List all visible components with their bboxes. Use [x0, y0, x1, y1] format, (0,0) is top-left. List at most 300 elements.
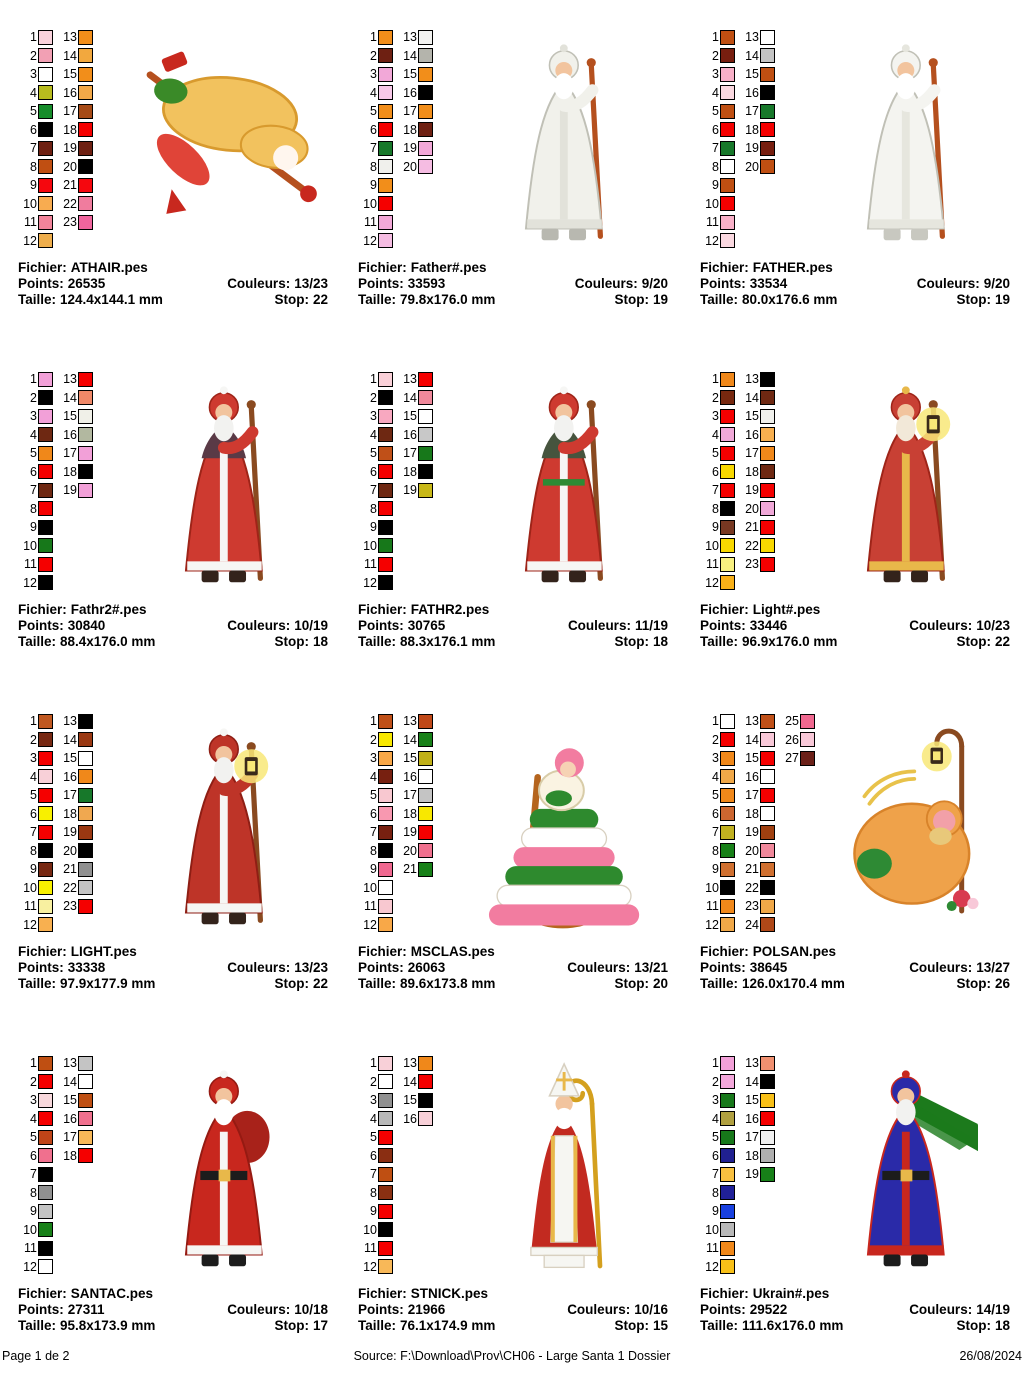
palette-color-swatch — [418, 751, 433, 766]
palette-entry-number: 1 — [370, 30, 377, 45]
palette-entry-number: 10 — [705, 1222, 719, 1237]
palette-entry — [697, 842, 735, 861]
palette-entry-number: 2 — [712, 390, 719, 405]
palette-color-swatch — [78, 1074, 93, 1089]
design-figure — [492, 372, 636, 594]
design-preview-area — [15, 710, 355, 944]
stop-label: Stop: — [614, 976, 649, 991]
palette-entry — [355, 1165, 393, 1184]
palette-entry-number: 6 — [30, 122, 37, 137]
points-row — [358, 618, 495, 634]
palette-entry-number: 25 — [785, 714, 799, 729]
metadata-left-column — [700, 1286, 843, 1334]
palette-entry-number: 22 — [63, 196, 77, 211]
palette-color-swatch — [78, 899, 93, 914]
palette-entry — [697, 65, 735, 84]
design-metadata — [15, 602, 328, 650]
palette-color-swatch — [78, 1093, 93, 1108]
points-label: Points: — [18, 276, 64, 291]
palette-entry-number: 16 — [745, 85, 759, 100]
palette-entry — [355, 1239, 393, 1258]
palette-entry-number: 14 — [745, 1074, 759, 1089]
palette-color-swatch — [720, 122, 735, 137]
palette-entry — [355, 518, 393, 537]
palette-color-swatch — [720, 520, 735, 535]
colors-row — [568, 618, 668, 634]
palette-entry-number: 19 — [403, 825, 417, 840]
palette-entry — [697, 1128, 735, 1147]
palette-color-swatch — [38, 1093, 53, 1108]
palette-entry — [395, 823, 433, 842]
colors-value: 10/16 — [634, 1302, 668, 1317]
colors-value: 13/23 — [294, 276, 328, 291]
palette-color-swatch — [720, 67, 735, 82]
design-image — [93, 368, 355, 594]
stop-value: 22 — [312, 292, 328, 307]
colors-label: Couleurs: — [574, 276, 638, 291]
palette-entry-number: 3 — [370, 67, 377, 82]
palette-color-swatch — [418, 769, 433, 784]
palette-entry-number: 8 — [370, 159, 377, 174]
palette-entry-number: 4 — [712, 85, 719, 100]
palette-entry — [355, 1184, 393, 1203]
design-preview-area — [355, 26, 695, 260]
palette-color-swatch — [78, 372, 93, 387]
palette-entry — [697, 897, 735, 916]
palette-color-swatch — [378, 1130, 393, 1145]
file-row — [700, 602, 837, 618]
thread-color-palette — [15, 26, 93, 250]
palette-entry-number: 15 — [403, 1093, 417, 1108]
metadata-left-column — [18, 1286, 155, 1334]
palette-entry — [55, 879, 93, 898]
palette-color-swatch — [38, 1074, 53, 1089]
palette-color-swatch — [720, 1259, 735, 1274]
palette-entry-number: 11 — [364, 215, 377, 230]
palette-entry-number: 13 — [403, 714, 417, 729]
stop-label: Stop: — [274, 976, 309, 991]
palette-color-swatch — [760, 843, 775, 858]
colors-row — [567, 1302, 668, 1318]
palette-entry-number: 5 — [30, 446, 37, 461]
palette-entry — [697, 407, 735, 426]
spacer-row — [227, 1286, 328, 1302]
size-row — [18, 634, 155, 650]
palette-entry-number: 4 — [712, 1111, 719, 1126]
palette-entry-number: 10 — [705, 196, 719, 211]
palette-color-swatch — [378, 67, 393, 82]
palette-entry-number: 10 — [705, 880, 719, 895]
palette-entry-number: 8 — [30, 1185, 37, 1200]
design-figure — [106, 30, 343, 232]
palette-color-swatch — [78, 880, 93, 895]
palette-entry-number: 6 — [30, 464, 37, 479]
design-image — [433, 368, 695, 594]
palette-color-swatch — [38, 1185, 53, 1200]
palette-entry — [737, 860, 775, 879]
colors-value: 13/27 — [976, 960, 1010, 975]
colors-row — [909, 618, 1010, 634]
file-label: Fichier: — [18, 944, 67, 959]
palette-entry-number: 5 — [712, 1130, 719, 1145]
palette-entry-number: 16 — [745, 1111, 759, 1126]
palette-entry — [737, 1128, 775, 1147]
palette-entry-number: 3 — [370, 751, 377, 766]
palette-entry — [395, 1110, 433, 1129]
palette-color-swatch — [418, 30, 433, 45]
palette-color-swatch — [78, 464, 93, 479]
palette-entry — [697, 1147, 735, 1166]
palette-entry-number: 12 — [363, 233, 377, 248]
palette-entry — [355, 47, 393, 66]
stop-row — [227, 292, 328, 308]
palette-entry-number: 21 — [745, 862, 759, 877]
palette-entry-number: 14 — [63, 732, 77, 747]
points-value: 29522 — [749, 1302, 788, 1317]
stop-label: Stop: — [614, 634, 649, 649]
stop-label: Stop: — [956, 1318, 991, 1333]
palette-color-swatch — [378, 843, 393, 858]
palette-color-swatch — [38, 48, 53, 63]
palette-entry-number: 16 — [63, 1111, 77, 1126]
palette-entry — [697, 481, 735, 500]
colors-label: Couleurs: — [227, 960, 291, 975]
design-metadata — [697, 944, 1010, 992]
palette-color-swatch — [720, 917, 735, 932]
palette-entry-number: 7 — [30, 141, 37, 156]
palette-entry — [15, 897, 53, 916]
palette-color-swatch — [38, 1167, 53, 1182]
palette-entry — [355, 805, 393, 824]
thread-color-palette — [697, 26, 775, 250]
palette-color-swatch — [760, 483, 775, 498]
palette-color-swatch — [760, 1130, 775, 1145]
palette-entry-number: 17 — [403, 104, 417, 119]
design-image — [775, 1052, 1024, 1278]
stop-value: 18 — [312, 634, 328, 649]
palette-color-swatch — [78, 159, 93, 174]
palette-entry-number: 2 — [30, 732, 37, 747]
design-cell — [355, 26, 695, 368]
metadata-right-column — [227, 1286, 328, 1334]
palette-entry-number: 15 — [745, 409, 759, 424]
palette-color-swatch — [378, 862, 393, 877]
palette-entry-number: 16 — [403, 85, 417, 100]
palette-color-swatch — [720, 464, 735, 479]
points-value: 33338 — [67, 960, 106, 975]
palette-entry — [355, 1258, 393, 1277]
palette-entry-number: 1 — [30, 714, 37, 729]
palette-entry — [697, 195, 735, 214]
file-value: MSCLAS.pes — [410, 944, 495, 959]
palette-entry — [355, 1128, 393, 1147]
palette-entry — [15, 195, 53, 214]
palette-entry — [395, 444, 433, 463]
palette-entry-number: 20 — [745, 501, 759, 516]
palette-entry — [697, 1054, 735, 1073]
size-label: Taille: — [358, 634, 397, 649]
palette-color-swatch — [760, 1056, 775, 1071]
palette-entry-number: 10 — [363, 196, 377, 211]
colors-row — [227, 960, 328, 976]
points-row — [18, 960, 155, 976]
palette-color-swatch — [720, 501, 735, 516]
palette-entry-number: 16 — [63, 85, 77, 100]
palette-entry — [737, 537, 775, 556]
design-preview-area — [355, 710, 695, 944]
palette-color-swatch — [378, 427, 393, 442]
stop-label: Stop: — [274, 634, 309, 649]
palette-entry — [15, 176, 53, 195]
palette-color-swatch — [38, 30, 53, 45]
colors-value: 10/23 — [976, 618, 1010, 633]
palette-entry — [15, 860, 53, 879]
palette-entry-number: 19 — [745, 1167, 759, 1182]
design-preview-area — [15, 26, 355, 260]
design-figure — [834, 1056, 978, 1278]
palette-entry — [355, 463, 393, 482]
palette-color-swatch — [378, 538, 393, 553]
palette-entry-number: 1 — [370, 372, 377, 387]
size-row — [700, 634, 837, 650]
size-label: Taille: — [700, 634, 739, 649]
palette-entry-number: 24 — [745, 917, 759, 932]
thread-color-palette — [15, 710, 93, 934]
palette-color-swatch — [378, 1074, 393, 1089]
palette-entry-number: 11 — [364, 1241, 377, 1256]
palette-entry — [395, 28, 433, 47]
palette-entry-number: 21 — [745, 520, 759, 535]
thread-color-palette — [355, 1052, 433, 1276]
palette-color-swatch — [418, 1111, 433, 1126]
palette-entry — [15, 1128, 53, 1147]
palette-color-swatch — [38, 806, 53, 821]
palette-entry — [697, 749, 735, 768]
palette-entry-number: 9 — [712, 1204, 719, 1219]
palette-entry — [355, 102, 393, 121]
palette-entry-number: 16 — [745, 427, 759, 442]
palette-color-swatch — [38, 1130, 53, 1145]
palette-entry-number: 3 — [370, 409, 377, 424]
design-metadata — [15, 944, 328, 992]
palette-color-swatch — [760, 557, 775, 572]
palette-entry — [355, 768, 393, 787]
palette-color-swatch — [378, 575, 393, 590]
palette-color-swatch — [720, 483, 735, 498]
palette-entry-number: 2 — [712, 48, 719, 63]
palette-entry-number: 7 — [30, 825, 37, 840]
palette-entry — [15, 407, 53, 426]
palette-entry-number: 5 — [30, 1130, 37, 1145]
palette-entry-number: 17 — [403, 446, 417, 461]
thread-color-palette — [15, 368, 93, 592]
palette-color-swatch — [760, 141, 775, 156]
design-image — [433, 26, 695, 252]
palette-entry — [15, 47, 53, 66]
palette-entry — [395, 768, 433, 787]
palette-entry — [395, 84, 433, 103]
stop-row — [909, 634, 1010, 650]
palette-entry — [15, 786, 53, 805]
colors-value: 14/19 — [976, 1302, 1010, 1317]
spacer-row — [909, 944, 1010, 960]
palette-entry-number: 20 — [745, 843, 759, 858]
palette-entry — [15, 463, 53, 482]
palette-color-swatch — [78, 178, 93, 193]
palette-color-swatch — [418, 825, 433, 840]
palette-entry — [15, 1110, 53, 1129]
size-value: 111.6x176.0 mm — [742, 1318, 844, 1333]
palette-entry — [15, 102, 53, 121]
palette-entry-number: 12 — [363, 1259, 377, 1274]
palette-entry — [15, 731, 53, 750]
palette-color-swatch — [378, 1148, 393, 1163]
colors-label: Couleurs: — [227, 276, 291, 291]
palette-entry — [697, 1165, 735, 1184]
palette-entry — [737, 463, 775, 482]
palette-entry — [355, 879, 393, 898]
palette-color-swatch — [78, 483, 93, 498]
footer-page-number: Page 1 de 2 — [2, 1349, 70, 1363]
size-label: Taille: — [18, 1318, 57, 1333]
palette-entry — [15, 1221, 53, 1240]
palette-entry — [737, 444, 775, 463]
palette-entry — [55, 897, 93, 916]
stop-row — [227, 634, 328, 650]
palette-entry-number: 6 — [712, 1148, 719, 1163]
metadata-right-column — [567, 1286, 668, 1334]
stop-label: Stop: — [956, 292, 991, 307]
palette-color-swatch — [78, 85, 93, 100]
design-grid — [15, 26, 1024, 1394]
palette-entry — [737, 786, 775, 805]
thread-color-palette — [355, 368, 433, 592]
palette-entry — [55, 158, 93, 177]
palette-entry — [737, 102, 775, 121]
points-value: 21966 — [407, 1302, 446, 1317]
palette-color-swatch — [760, 427, 775, 442]
points-label: Points: — [18, 1302, 64, 1317]
palette-color-swatch — [418, 843, 433, 858]
design-cell — [355, 710, 695, 1052]
palette-entry — [15, 1091, 53, 1110]
palette-color-swatch — [720, 446, 735, 461]
palette-entry-number: 7 — [30, 483, 37, 498]
palette-entry-number: 16 — [63, 769, 77, 784]
palette-color-swatch — [418, 48, 433, 63]
file-row — [700, 1286, 843, 1302]
colors-value: 11/19 — [634, 618, 668, 633]
file-row — [358, 944, 495, 960]
palette-color-swatch — [378, 1167, 393, 1182]
points-label: Points: — [18, 960, 64, 975]
palette-entry — [55, 842, 93, 861]
palette-color-swatch — [418, 862, 433, 877]
palette-color-swatch — [38, 1111, 53, 1126]
palette-entry-number: 21 — [63, 178, 77, 193]
palette-entry-number: 7 — [712, 825, 719, 840]
palette-entry-number: 6 — [712, 806, 719, 821]
palette-entry-number: 20 — [403, 159, 417, 174]
palette-entry-number: 2 — [370, 732, 377, 747]
palette-entry-number: 10 — [23, 196, 37, 211]
points-label: Points: — [700, 1302, 746, 1317]
palette-color-swatch — [418, 732, 433, 747]
size-value: 95.8x173.9 mm — [60, 1318, 156, 1333]
palette-entry — [55, 731, 93, 750]
design-preview-area — [15, 368, 355, 602]
metadata-right-column — [909, 944, 1010, 992]
palette-entry-number: 22 — [745, 880, 759, 895]
palette-entry — [355, 232, 393, 251]
spacer-row — [227, 260, 328, 276]
palette-entry-number: 14 — [403, 48, 417, 63]
spacer-row — [567, 1286, 668, 1302]
palette-color-swatch — [720, 409, 735, 424]
design-image — [433, 1052, 695, 1282]
palette-color-swatch — [760, 538, 775, 553]
palette-color-swatch — [760, 48, 775, 63]
palette-entry — [737, 879, 775, 898]
palette-entry-number: 23 — [745, 557, 759, 572]
palette-color-swatch — [378, 751, 393, 766]
palette-entry-number: 22 — [63, 880, 77, 895]
palette-color-swatch — [418, 159, 433, 174]
palette-entry-number: 2 — [30, 48, 37, 63]
palette-entry — [355, 426, 393, 445]
file-row — [18, 602, 155, 618]
palette-entry-number: 5 — [370, 788, 377, 803]
colors-row — [909, 1302, 1010, 1318]
file-label: Fichier: — [18, 260, 67, 275]
palette-color-swatch — [720, 899, 735, 914]
palette-entry — [697, 879, 735, 898]
palette-color-swatch — [378, 409, 393, 424]
file-row — [358, 1286, 495, 1302]
palette-color-swatch — [760, 732, 775, 747]
metadata-left-column — [700, 260, 837, 308]
palette-color-swatch — [378, 1241, 393, 1256]
points-label: Points: — [358, 618, 404, 633]
palette-color-swatch — [760, 714, 775, 729]
palette-color-swatch — [418, 1056, 433, 1071]
file-value: FATHER.pes — [752, 260, 833, 275]
points-value: 38645 — [749, 960, 788, 975]
design-cell — [697, 1052, 1024, 1394]
palette-entry — [355, 574, 393, 593]
palette-entry-number: 26 — [785, 732, 799, 747]
palette-entry — [355, 370, 393, 389]
points-row — [700, 1302, 843, 1318]
palette-entry-number: 18 — [63, 464, 77, 479]
points-row — [358, 1302, 495, 1318]
palette-entry-number: 12 — [23, 233, 37, 248]
palette-entry-number: 8 — [30, 159, 37, 174]
palette-entry — [55, 426, 93, 445]
palette-entry-number: 12 — [705, 1259, 719, 1274]
palette-color-swatch — [38, 464, 53, 479]
palette-entry — [355, 1091, 393, 1110]
size-row — [18, 976, 155, 992]
palette-color-swatch — [78, 769, 93, 784]
palette-entry — [737, 1073, 775, 1092]
palette-entry-number: 16 — [63, 427, 77, 442]
palette-entry — [355, 555, 393, 574]
palette-color-swatch — [418, 446, 433, 461]
palette-entry-number: 14 — [63, 1074, 77, 1089]
palette-color-swatch — [760, 85, 775, 100]
palette-color-swatch — [38, 880, 53, 895]
